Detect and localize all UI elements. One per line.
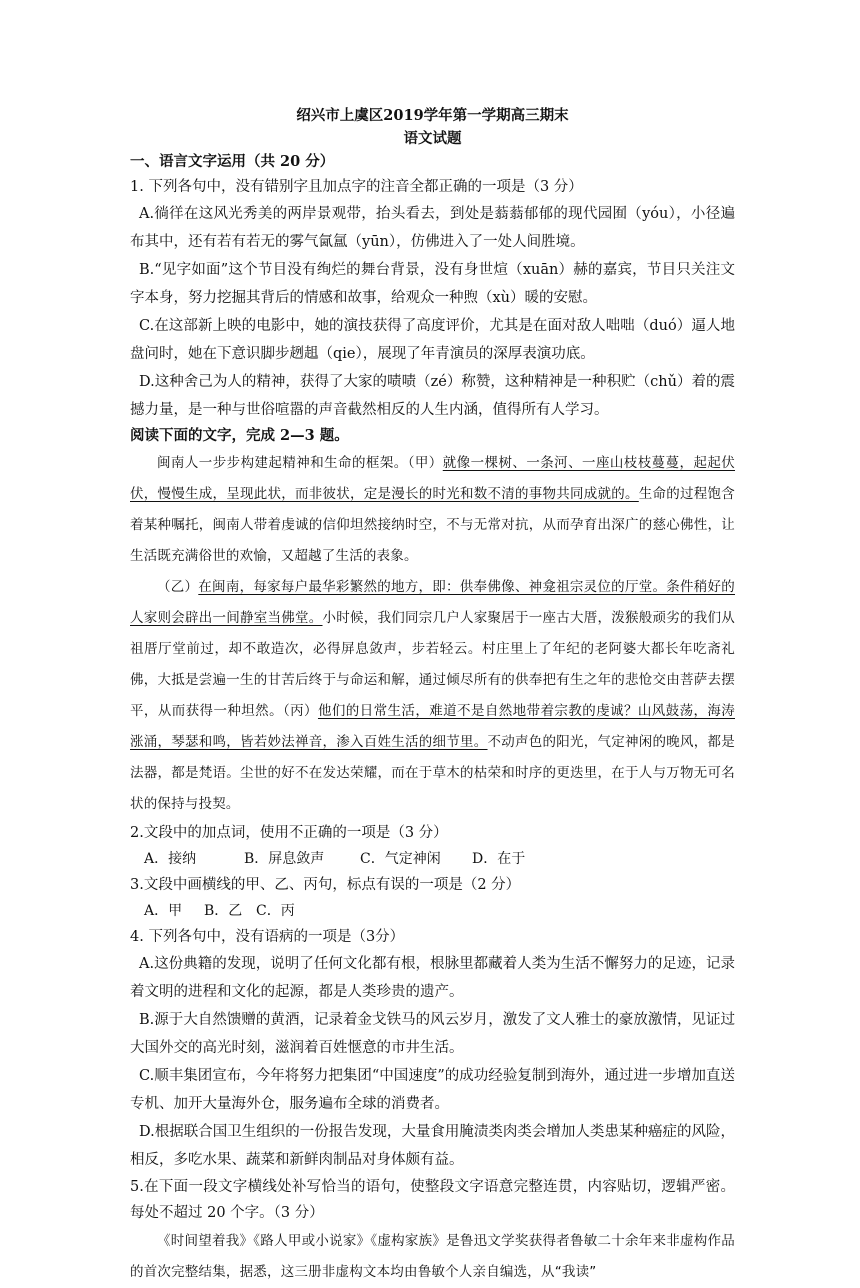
q3-options — [130, 898, 735, 924]
q5-stem: 5.在下面一段文字横线处补写恰当的语句，使整段文字语意完整连贯，内容贴切，逻辑严密。每处不超过 20 个字。（3 分） — [130, 1179, 735, 1221]
passage-text: 小时候，我们同宗几户人家聚居于一座古大厝，泼猴般顽劣的我们从祖厝厅堂前过，却不敢造次，必得屏息敛声，步若轻云。村庄里上了年纪的老阿婆大都长年吃斋礼佛，大抵是尝遍一生的甘苦后终于与命运和解，通过倾尽所有的供奉把有生之年的悲怆交由菩萨去摆平，从而获得一种坦然。（丙） — [130, 610, 735, 719]
passage-text: 不动声色的阳光，气定神闲的晚风，都是法器，都是梵语。尘世的好不在发达荣耀，而在于草木的枯荣和时序的更迭里，在于人与万物无可名状的保持与投契。 — [130, 734, 735, 812]
q4-option-b: B.源于大自然馈赠的黄酒，记录着金戈铁马的风云岁月，激发了文人雅士的豪放激情，见证过大国外交的高光时刻，滋润着百姓惬意的市井生活。 — [130, 1012, 735, 1056]
q2-options — [130, 846, 735, 872]
reading-intro: 阅读下面的文字，完成 2—3 题。 — [130, 427, 349, 444]
exam-title: 绍兴市上虞区2019学年第一学期高三期末 — [296, 107, 569, 124]
q5-passage: 《时间望着我》《路人甲或小说家》《虚构家族》是鲁迅文学奖获得者鲁敏二十余年来非虚构作品的首次完整结集，据悉，这三册非虚构文本均由鲁敏个人亲自编选，从“我读” — [130, 1233, 735, 1280]
q2-option: D．在于 — [472, 851, 526, 867]
q3-option: A．甲 — [144, 903, 183, 919]
underlined-sentence-bing: 他们的日常生活，难道不是自然地带着宗教的虔诚？山风鼓荡，海涛涨涌，琴瑟和鸣，皆若妙法禅音，渗入百姓生活的细节里。 — [130, 703, 735, 750]
q3-stem: 3.文段中画横线的甲、乙、丙句，标点有误的一项是（2 分） — [130, 877, 521, 893]
q2-option: A．接纳 — [144, 851, 197, 867]
passage-text: 闽南人一步步构建起精神和生命的框架。（甲） — [157, 455, 443, 471]
q4-stem: 4. 下列各句中，没有语病的一项是（3分） — [130, 929, 405, 945]
underlined-sentence-jia: 就像一棵树、一条河、一座山枝枝蔓蔓，起起伏伏，慢慢生成，呈现此状，而非彼状，定是漫长的时光和数不清的事物共同成就的。 — [130, 455, 736, 502]
q1-option-c: C.在这部新上映的电影中，她的演技获得了高度评价，尤其是在面对敌人咄咄（duó）逼人地盘问时，她在下意识脚步趔趄（qie），展现了年青演员的深厚表演功底。 — [130, 318, 735, 362]
passage-paragraph-2 — [130, 572, 735, 820]
q4-option-c: C.顺丰集团宣布，今年将努力把集团“中国速度”的成功经验复制到海外，通过进一步增加直送专机、加开大量海外仓，服务遍布全球的消费者。 — [130, 1068, 735, 1112]
q1-option-d: D.这种舍己为人的精神，获得了大家的啧啧（zé）称赞，这种精神是一种积贮（chǔ）着的震撼力量，是一种与世俗喧嚣的声音截然相反的人生内涵，值得所有人学习。 — [130, 374, 735, 418]
exam-content — [130, 104, 735, 1288]
q1-stem: 1. 下列各句中，没有错别字且加点字的注音全都正确的一项是（3 分） — [130, 179, 583, 195]
q2-option: B．屏息敛声 — [244, 851, 325, 867]
section-heading: 一、语言文字运用（共 20 分） — [130, 153, 335, 170]
q3-option: C．丙 — [256, 903, 295, 919]
exam-subtitle: 语文试题 — [403, 130, 462, 147]
passage-text: 生命的过程饱含着某种嘱托，闽南人带着虔诚的信仰坦然接纳时空，不与无常对抗，从而孕育出深广的慈心佛性，让生活既充满俗世的欢愉，又超越了生活的表象。 — [130, 486, 735, 564]
underlined-sentence-yi: 在闽南，每家每户最华彩繁然的地方，即：供奉佛像、神龛祖宗灵位的厅堂。条件稍好的人家则会辟出一间静室当佛堂。 — [130, 579, 735, 626]
q1-option-a: A.徜徉在这风光秀美的两岸景观带，抬头看去，到处是蓊蓊郁郁的现代园囿（yóu），小径遍布其中，还有若有若无的雾气氤氲（yūn），仿佛进入了一处人间胜境。 — [130, 206, 735, 250]
q2-stem: 2.文段中的加点词，使用不正确的一项是（3 分） — [130, 825, 448, 841]
q4-option-d: D.根据联合国卫生组织的一份报告发现，大量食用腌渍类肉类会增加人类患某种癌症的风险，相反，多吃水果、蔬菜和新鲜肉制品对身体颇有益。 — [130, 1124, 735, 1168]
passage-paragraph-1 — [130, 448, 735, 572]
q1-option-b: B.“见字如面”这个节目没有绚烂的舞台背景，没有身世煊（xuān）赫的嘉宾，节目只关注文字本身，努力挖掘其背后的情感和故事，给观众一种煦（xù）暖的安慰。 — [130, 262, 735, 306]
passage-text: （乙） — [157, 579, 199, 595]
q2-option: C．气定神闲 — [360, 851, 441, 867]
q3-option: B．乙 — [204, 903, 243, 919]
q4-option-a: A.这份典籍的发现，说明了任何文化都有根，根脉里都藏着人类为生活不懈努力的足迹，记录着文明的进程和文化的起源，都是人类珍贵的遗产。 — [130, 956, 735, 1000]
